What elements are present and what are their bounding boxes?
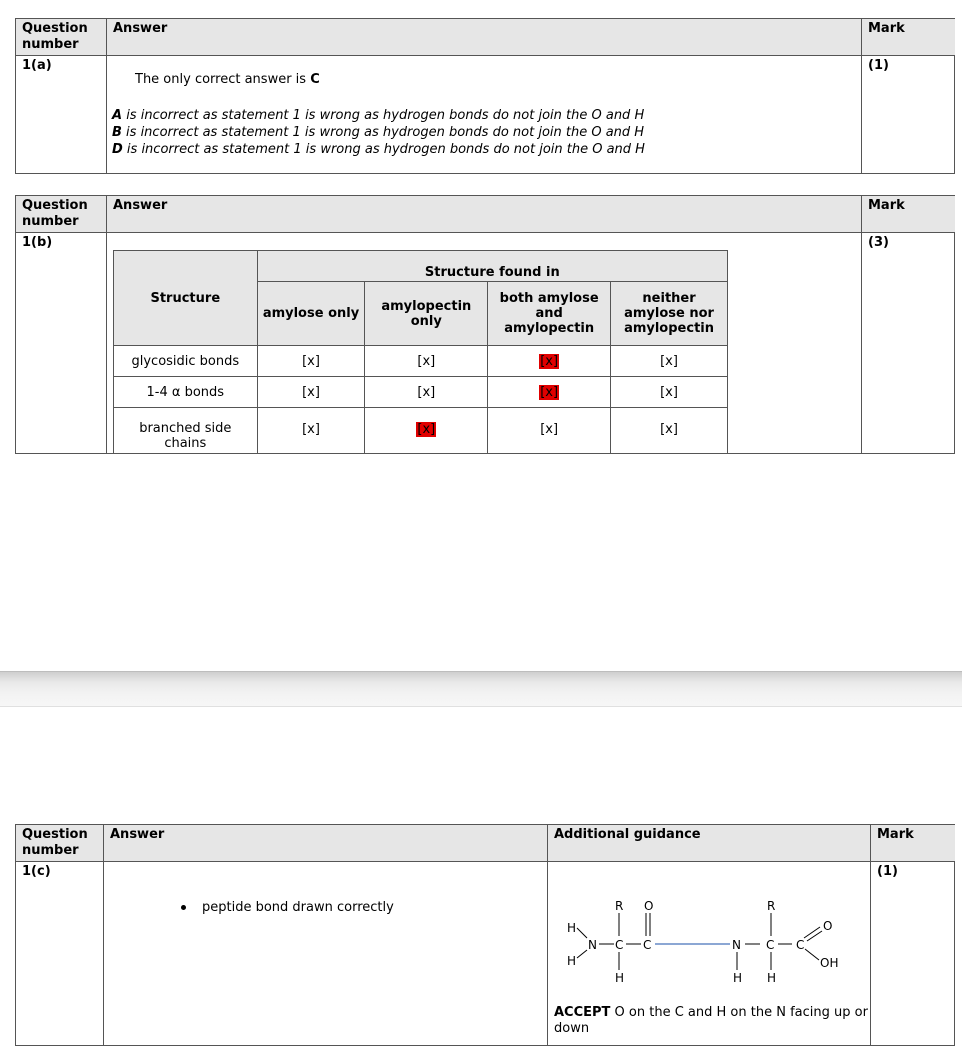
column-header: amylopectin only	[365, 282, 488, 346]
question-1a-table	[15, 18, 955, 174]
found-in-header: Structure found in	[257, 251, 727, 282]
diagram-label: H	[767, 971, 777, 985]
mark-header: Mark	[871, 825, 955, 862]
question-number: 1(b)	[16, 233, 107, 453]
diagram-label: N	[588, 938, 597, 952]
answer-cell	[107, 56, 862, 173]
checkbox-cell[interactable]: [x]	[365, 377, 488, 408]
diagram-label: R	[767, 900, 776, 913]
row-label: branched side chains	[114, 408, 258, 454]
question-number: 1(c)	[16, 862, 104, 1045]
mark-header: Mark	[862, 19, 955, 56]
diagram-label: R	[615, 900, 624, 913]
checkbox-cell[interactable]: [x]	[611, 377, 728, 408]
diagram-label: H	[567, 954, 577, 968]
diagram-label: C	[643, 938, 652, 952]
column-header: amylose only	[257, 282, 365, 346]
question-1c-table	[15, 824, 955, 1046]
question-number: 1(a)	[16, 56, 107, 173]
structure-header: Structure	[114, 251, 258, 346]
guidance-cell	[548, 862, 871, 1045]
checkbox-cell[interactable]: [x]	[257, 377, 365, 408]
bullet-item: peptide bond drawn correctly	[181, 900, 394, 915]
accept-guidance: ACCEPT O on the C and H on the N facing up or down	[554, 1005, 868, 1036]
diagram-label: H	[567, 921, 577, 935]
explanation-line: B is incorrect as statement 1 is wrong as hydrogen bonds do not join the O and H	[112, 125, 645, 140]
diagram-label: O	[644, 900, 654, 913]
checkbox-cell[interactable]: [x]	[257, 408, 365, 454]
column-header: neither amylose nor amylopectin	[611, 282, 728, 346]
checkbox-cell[interactable]: [x]	[611, 408, 728, 454]
checkbox-cell[interactable]: [x]	[365, 346, 488, 377]
diagram-label: N	[732, 938, 741, 952]
guidance-header: Additional guidance	[548, 825, 871, 862]
diagram-label: C	[615, 938, 624, 952]
checkbox-cell-selected[interactable]: [x]	[365, 408, 488, 454]
question-number-header: Question number	[16, 196, 107, 233]
mark-value: (1)	[868, 58, 889, 73]
checkbox-cell[interactable]: [x]	[488, 408, 611, 454]
mark-value: (3)	[868, 235, 889, 250]
checkbox-cell-selected[interactable]: [x]	[488, 346, 611, 377]
correct-answer-line: The only correct answer is C	[135, 72, 320, 87]
mark-value: (1)	[877, 864, 898, 879]
answer-cell	[104, 862, 548, 1045]
row-label: glycosidic bonds	[114, 346, 258, 377]
checkbox-cell[interactable]: [x]	[257, 346, 365, 377]
answer-header: Answer	[107, 196, 862, 233]
answer-header: Answer	[107, 19, 862, 56]
explanation-line: D is incorrect as statement 1 is wrong as hydrogen bonds do not join the O and H	[112, 142, 645, 157]
peptide-bond-diagram	[554, 900, 864, 1000]
row-label: 1-4 α bonds	[114, 377, 258, 408]
checkbox-cell[interactable]: [x]	[611, 346, 728, 377]
explanations	[112, 107, 645, 158]
diagram-label: H	[733, 971, 743, 985]
mark-header: Mark	[862, 196, 955, 233]
bullet-icon	[181, 905, 186, 910]
question-number-header: Question number	[16, 19, 107, 56]
checkbox-cell-selected[interactable]: [x]	[488, 377, 611, 408]
diagram-label: O	[823, 919, 833, 933]
diagram-label: H	[615, 971, 625, 985]
question-1b-table	[15, 195, 955, 454]
diagram-label: OH	[820, 956, 839, 970]
question-number-header: Question number	[16, 825, 104, 862]
explanation-line: A is incorrect as statement 1 is wrong as hydrogen bonds do not join the O and H	[112, 108, 645, 123]
page-break	[0, 671, 962, 707]
answer-header: Answer	[104, 825, 548, 862]
diagram-label: C	[796, 938, 805, 952]
diagram-label: C	[766, 938, 775, 952]
structure-table	[113, 250, 728, 454]
column-header: both amylose and amylopectin	[488, 282, 611, 346]
